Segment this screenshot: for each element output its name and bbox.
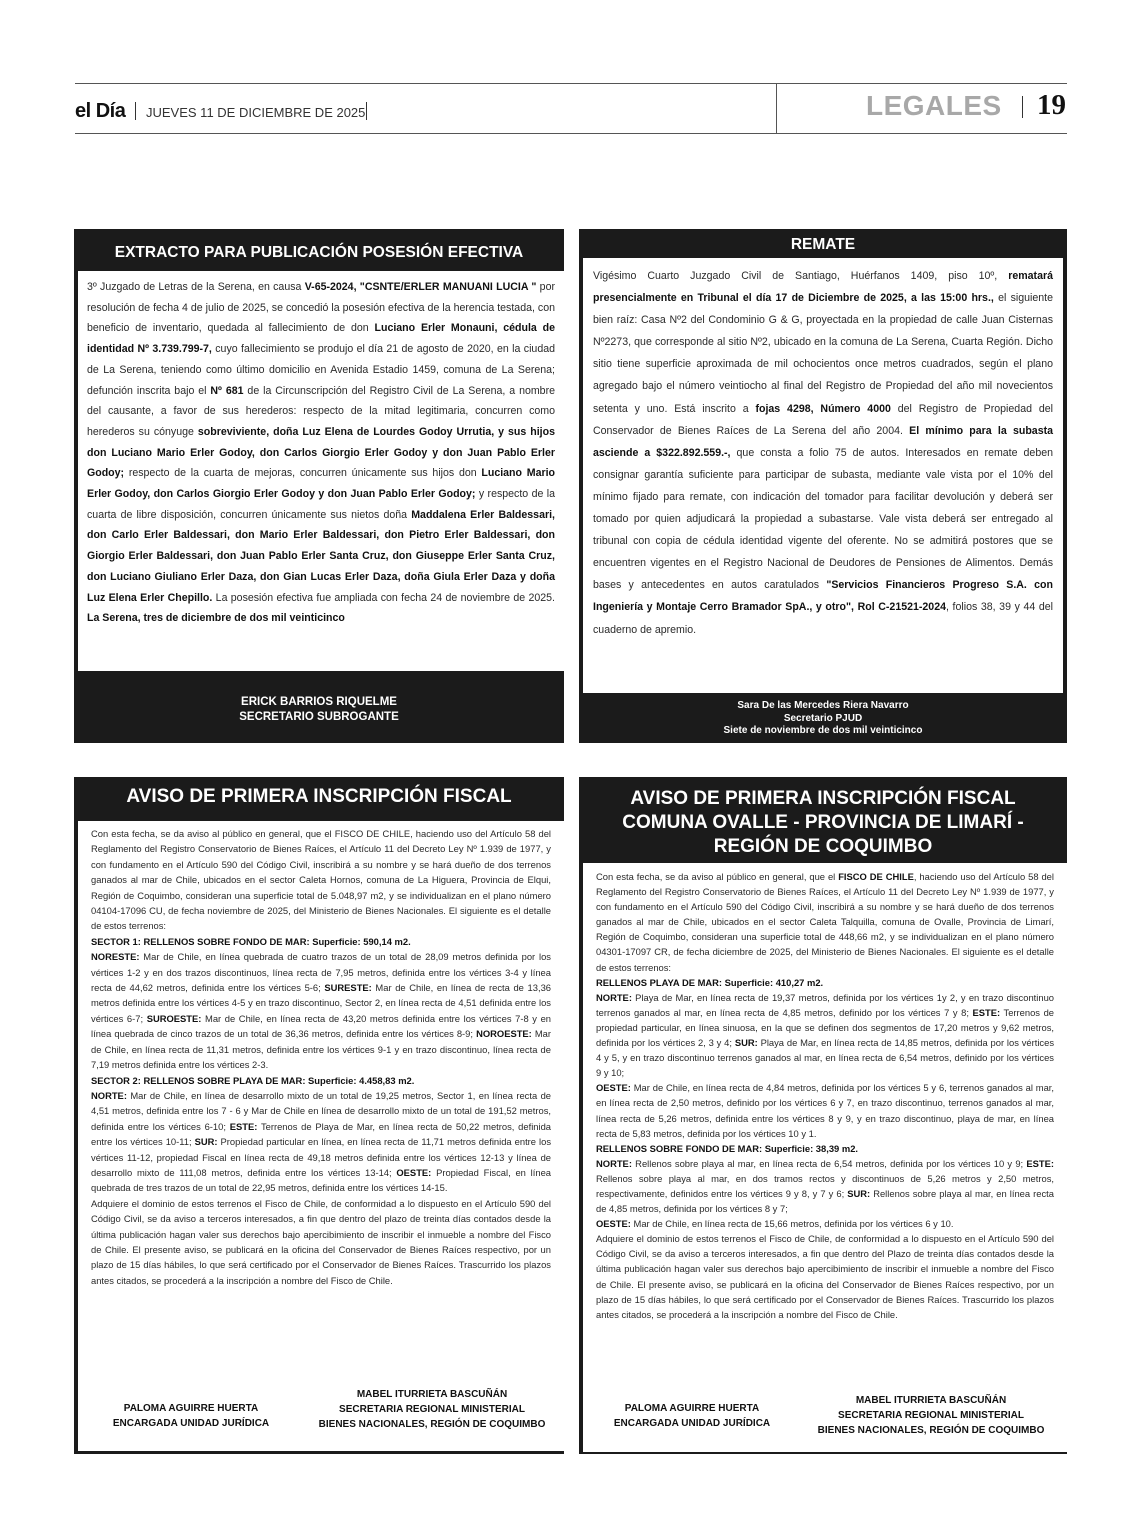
boundary-text: Mar de Chile, en línea de recta de 13,36 metros definida entre los vértices 4-5 y en trazo discontinuo, Sector 2, en línea recta de 4,51 definida entre los vértices 6-7; [91,982,551,1024]
text: 3º Juzgado de Letras de la Serena, en causa [87,281,305,293]
boundary-text: Playa de Mar, en línea recta de 14,85 metros, definida por los vértices 4 y 5, y en trazo discontinuo terrenos ganados al mar, en línea recta de 6,54 metros, definido por los vértices 9 y 10; [596,1037,1055,1079]
title-line: REGIÓN DE COQUIMBO [713,836,933,857]
sector-heading: SECTOR 2: RELLENOS SOBRE PLAYA DE MAR: Superficie: 4.458,83 m2. [91,1074,415,1086]
header-separator [776,83,777,133]
boundary-label: NORESTE: [91,951,140,963]
registry-number: Nº 681 [210,384,244,397]
place-date: La Serena, tres de diciembre de dos mil veinticinco [87,612,345,625]
heirs-list: Luciano Mario Erler Godoy, don Carlos Giorgio Erler Godoy y don Juan Pablo Erler Godoy; [87,467,556,501]
signature-block [589,1401,795,1431]
text: , haciendo uso del Artículo 58 del Reglamento del Registro Conservatorio de Bienes Raíces, el Artículo 11 del Decreto Ley Nº 1.939 de 1977, y con fundamento en el Artículo 590 del Código Civil, inscribirá a su nombre y se hará dueño de dos terrenos ganados al mar de Chile, ubicados en el sector Caleta Talquilla, comuna de Ovalle, Provincia de Limarí, Región de Coquimbo, consideran una superficie total de 448,66 m2, y se individualizan en el plano número 04301-17097 CR, de fecha diciembre de 2025, del Ministerio de Bienes Nacionales. El siguiente es el detalle de estos terrenos: [596,871,1054,973]
signatory-role: ENCARGADA UNIDAD JURÍDICA [112,1418,270,1429]
boundary-label: ESTE: [972,1006,1001,1018]
auction-date: rematará presencialmente en Tribunal el día 17 de Diciembre de 2025, a las 15:00 hrs., [593,270,1053,305]
notice-title: AVISO DE PRIMERA INSCRIPCIÓN FISCAL [126,786,512,807]
boundary-text: Rellenos sobre playa al mar, en línea recta de 4,85 metros, definida por los vértices 8 y 7; [596,1187,1054,1215]
signatory-name: Sara De las Mercedes Riera Navarro [737,700,909,711]
signatory-organization: BIENES NACIONALES, REGIÓN DE COQUIMBO [318,1419,546,1430]
header-divider [135,102,136,120]
boundary-label: SUR: [734,1037,758,1049]
issue-date: JUEVES 11 DE DICIEMBRE DE 2025 [146,105,366,120]
signatory-role: ENCARGADA UNIDAD JURÍDICA [613,1418,771,1429]
text: Vigésimo Cuarto Juzgado Civil de Santiago, Huérfanos 1409, piso 10º, [593,270,1009,282]
boundary-label: NORTE: [596,991,632,1003]
signatory-name: PALOMA AGUIRRE HUERTA [624,1403,760,1414]
boundary-label: OESTE: [596,1082,631,1094]
sector-heading: RELLENOS SOBRE FONDO DE MAR: Superficie: 38,39 m2. [596,1142,859,1154]
boundary-label: OESTE: [596,1218,631,1230]
notice-body [78,821,564,1451]
text: Con esta fecha, se da aviso al público en general, que el [596,871,839,882]
notice-posesion-efectiva [74,229,564,743]
text: cuyo fallecimiento se produjo el día 21 de agosto de 2020, en la ciudad de La Serena, teniendo como último domicilio en Avenida Estadio 1459, comuna de La Serena; defunción inscrita bajo el [87,343,555,397]
notice-title: REMATE [790,236,856,253]
text: del Registro de Propiedad del Conservador de Bienes Raíces de La Serena del año 2004. [593,402,1053,437]
signatory-role: SECRETARIA REGIONAL MINISTERIAL [838,1410,1024,1421]
sector-heading: SECTOR 1: RELLENOS SOBRE FONDO DE MAR: Superficie: 590,14 m2. [91,935,411,947]
closing-paragraph: Adquiere el dominio de estos terrenos el Fisco de Chile, de conformidad a lo dispuesto en el Artículo 590 del Código Civil, se da aviso a terceros interesados, a fin que dentro del plazo de treinta días contados desde la última publicación hagan valer sus derechos bajo apercibimiento de inscribir el inmueble a nombre del Fisco de Chile. El presente aviso, se publicará en la oficina del Conservador de Bienes Raíces respectivo, por un plazo de 15 días hábiles, lo que será certificado por el Conservador de Bienes Raíces. Trascurrido los plazos antes citados, se procederá a la inscripción a nombre del Fisco de Chile. [91,1197,551,1286]
boundary-text: Playa de Mar, en línea recta de 19,37 metros, definida por los vértices 1y 2, y en trazo discontinuo terrenos ganados al mar, en línea recta de 4,85 metros, definido por los vértices 7 y 8; [596,991,1054,1018]
text: el siguiente bien raíz: Casa Nº2 del Condominio G & G, proyectada en la propiedad de calle Juan Cisternas Nº2273, que corresponde al sitio Nº2, ubicado en la comuna de La Serena, Cuarta Región. Dicho sitio tiene superficie aproximada de mil ochocientos once metros cuadrados, según el plano agregado bajo el número veintiocho al final del Registro de Propiedad del año mil novecientos setenta y uno. Está inscrito a [593,292,1053,415]
notice-body [583,258,1063,693]
boundary-text: Rellenos sobre playa al mar, en dos tramos rectos y discontinuos de 5,26 metros y 2,50 metros, respectivamente, definidos entre los vértices 9 y 8, y 7 y 6; [596,1172,1054,1199]
text: de la Circunscripción del Registro Civil de La Serena, a nombre del causante, a favor de sus herederos: respecto de la mitad legitimaria, concurren como herederos su cónyuge [87,384,555,438]
boundary-text: Mar de Chile, en línea recta de 4,84 metros, definida por los vértices 5 y 6, terrenos ganados al mar, en línea recta de 2,50 metros, definido por los vértices 6 y 7, en trazo discontinuo, terrenos ganados al mar, línea recta de 5,26 metros, definida entre los vértices 8 y 9, y en trazo discontinuo, playa de mar, en línea recta de 5,83 metros, definida por los vértices 10 y 1. [596,1082,1054,1139]
text: que consta a folio 75 de autos. Interesados en remate deben consignar garantía suficiente para participar de subasta, mediante vale vista por el 10% del mínimo fijado para remate, con indicación del tomador para facilitar devolución y deberá ser tomado por quien adjudicará la propiedad a subastarse. Vale vista deberá ser entregado al tribunal con copia de cédula identidad vigente del oferente. No se admitirá postores que se encuentren vigentes en el Registro Nacional de Deudores de Pensiones de Alimentos. Demás bases y antecedentes en autos caratulados [593,446,1054,592]
signatory-name: PALOMA AGUIRRE HUERTA [123,1403,259,1414]
signature-block [86,1401,296,1431]
sector-heading: RELLENOS PLAYA DE MAR: Superficie: 410,27 m2. [596,976,824,988]
header-top-rule [75,83,1067,84]
minimum-bid: El mínimo para la subasta asciende a $322.892.559.-, [593,424,1054,459]
notice-title: EXTRACTO PARA PUBLICACIÓN POSESIÓN EFECTIVA [114,244,524,261]
signature-block [300,1387,564,1432]
boundary-label: SUR: [194,1136,218,1148]
case-caption: "Servicios Financieros Progreso S.A. con Ingeniería y Montaje Cerro Bramador SpA., y otro", Rol C-21521-2024 [593,579,1053,614]
notice-body [78,271,564,671]
boundary-label: NORTE: [91,1089,127,1101]
boundary-label: SURESTE: [324,982,372,994]
heirs-list: sobreviviente, doña Luz Elena de Lourdes Godoy Urrutia, y sus hijos don Luciano Mario Erler Godoy, don Carlos Giorgio Erler Godoy y don Juan Pablo Erler Godoy; [87,425,555,480]
heirs-list: Maddalena Erler Baldessari, don Carlo Erler Baldessari, don Mario Erler Baldessari, don Pietro Erler Baldessari, don Giorgio Erler Baldessari, don Juan Pablo Erler Santa Cruz, don Giuseppe Erler Santa Cruz, don Luciano Giuliano Erler Daza, don Gian Lucas Erler Daza, doña Giula Erler Daza y doña Luz Elena Erler Chepillo. [87,508,555,604]
registry-reference: fojas 4298, Número 4000 [755,402,891,415]
newspaper-logo: el Día [75,100,126,122]
header-bottom-rule [75,133,1067,134]
boundary-label: NOROESTE: [476,1028,532,1040]
signature-block [797,1393,1065,1438]
signatory-organization: BIENES NACIONALES, REGIÓN DE COQUIMBO [817,1425,1045,1436]
notice-body [583,863,1067,1452]
boundary-text: Mar de Chile, en línea de desarrollo mixto de un total de 19,25 metros, Sector 1, en línea recta de 4,51 metros, definida entre los 7 - 6 y Mar de Chile en línea de desarrollo mixto de un total de 191,52 metros, definida entre los vértices 6-10; [91,1089,551,1132]
case-number: V-65-2024, "CSNTE/ERLER MANUANI LUCIA " [304,281,537,293]
signatory-role: SECRETARIO SUBROGANTE [239,711,399,723]
text: respecto de la cuarta de mejoras, concurren únicamente sus hijos don [124,467,482,480]
boundary-text: Propiedad particular en línea, en línea recta de 11,71 metros definida entre los vértices 11-12, propiedad Fiscal en línea recta de 49,18 metros definida entre los vértices 12-13 y línea de desarrollo mixto de 111,08 metros, definida entre los vértices 13-14; [91,1136,552,1178]
text: , folios 38, 39 y 44 del cuaderno de apremio. [593,601,1053,636]
closing-paragraph: Adquiere el dominio de estos terrenos el Fisco de Chile, de conformidad a lo dispuesto en el Artículo 590 del Código Civil, se da aviso a terceros interesados, a fin que dentro del Plazo de treinta días contados desde la última publicación hagan valer sus derechos bajo apercibimiento de inscribir el inmueble a nombre del Fisco de Chile. El presente aviso, se publicará en la oficina del Conservador de Bienes Raíces respectivo, por un plazo de 15 días hábiles, lo que será certificado por el Conservador de Bienes Raíces. Trascurrido los plazos antes citados, se procederá a la inscripción a nombre del Fisco de Chile. [596,1233,1054,1320]
signatory-name: MABEL ITURRIETA BASCUÑÁN [855,1395,1007,1406]
signatory-name: MABEL ITURRIETA BASCUÑÁN [356,1389,508,1400]
page-number: 19 [1037,89,1066,121]
title-line: AVISO DE PRIMERA INSCRIPCIÓN FISCAL [630,788,1016,809]
boundary-text: Rellenos sobre playa al mar, en línea recta de 6,54 metros, definida por los vértices 10 y 9; [631,1157,1024,1169]
signature-block [579,700,1067,738]
boundary-text: Terrenos de propiedad particular, en línea sinuosa, en la que se definen dos segmentos de 17,20 metros y 9,62 metros, definida por los vértices 2, 3 y 4; [596,1006,1054,1049]
header-divider [1022,96,1023,118]
signatory-role: Secretario PJUD [783,712,863,724]
signature-date: Siete de noviembre de dos mil veinticinco [723,725,923,736]
boundary-label: OESTE: [396,1166,432,1178]
boundary-text: Mar de Chile, en línea recta de 43,20 metros definida entre los vértices 7-8 y en línea quebrada de cinco trazos de un total de 36,36 metros, definida entre los vértices 8-9; [91,1012,552,1040]
boundary-text: Mar de Chile, en línea quebrada de cuatro trazos de un total de 28,09 metros definida por los vértices 1-2 y en dos trazos discontinuos, línea recta de 7,95 metros, definida entre los vértices 3-4 y línea recta de 44,62 metros, definida entre los vértices 5-6; [91,951,551,994]
notice-remate [579,229,1067,743]
boundary-label: ESTE: [1026,1157,1054,1169]
header-divider [366,102,367,120]
deceased-name: Luciano Erler Monauni, cédula de identidad Nº 3.739.799-7, [87,322,555,356]
boundary-text: Mar de Chile, en línea recta de 11,31 metros, definida entre los vértices 9-1 y en trazo discontinuo, línea recta de 7,19 metros definida entre los vértices 2-3. [91,1028,551,1071]
notice-title [579,787,1067,859]
signatory-role: SECRETARIA REGIONAL MINISTERIAL [339,1404,525,1415]
text: La posesión efectiva fue ampliada con fecha 24 de noviembre de 2025. [212,591,555,604]
boundary-text: Mar de Chile, en línea recta de 15,66 metros, definida por los vértices 6 y 10. [630,1218,954,1230]
signatory-name: ERICK BARRIOS RIQUELME [241,696,397,708]
section-title: LEGALES [866,90,1002,121]
intro-paragraph: Con esta fecha, se da aviso al público en general, que el FISCO DE CHILE, haciendo uso del Artículo 58 del Reglamento del Registro Conservatorio de Bienes Raíces, el Artículo 11 del Decreto Ley Nº 1.939 de 1977, y con fundamento en el Artículo 590 del Código Civil, inscribirá a su nombre y se hará dueño de dos terrenos ganados al mar de Chile, ubicados en el sector Caleta Hornos, comuna de La Higuera, Provincia de Elqui, Región de Coquimbo, consideran una superficie total de 5.048,97 m2, y se individualizan en el plano número 04104-17096 CU, de fecha noviembre de 2025, del Ministerio de Bienes Nacionales. El siguiente es el detalle de estos terrenos: [91,828,551,932]
boundary-label: NORTE: [596,1157,632,1169]
boundary-label: SUROESTE: [146,1012,202,1024]
entity-name: FISCO DE CHILE [838,871,914,882]
text: y respecto de la cuarta de libre disposición, concurren únicamente sus nietos doña [87,488,556,521]
notice-aviso-inscripcion-hornos [74,777,564,1454]
boundary-label: SUR: [847,1187,871,1199]
text: por resolución de fecha 4 de julio de 2025, se concedió la posesión efectiva de la herencia testada, con beneficio de inventario, quedada al fallecimiento de don [87,281,555,335]
boundary-text: Propiedad Fiscal, en línea quebrada de tres trazos de un total de 22,95 metros, definida entre los vértices 14-15. [91,1166,551,1194]
boundary-label: ESTE: [229,1120,258,1132]
notice-aviso-inscripcion-ovalle [579,777,1067,1454]
boundary-text: Terrenos de Playa de Mar, en línea recta de 50,22 metros, definida entre los vértices 10-11; [91,1120,552,1148]
signature-block [74,695,564,725]
title-line: COMUNA OVALLE - PROVINCIA DE LIMARÍ - [622,812,1024,833]
